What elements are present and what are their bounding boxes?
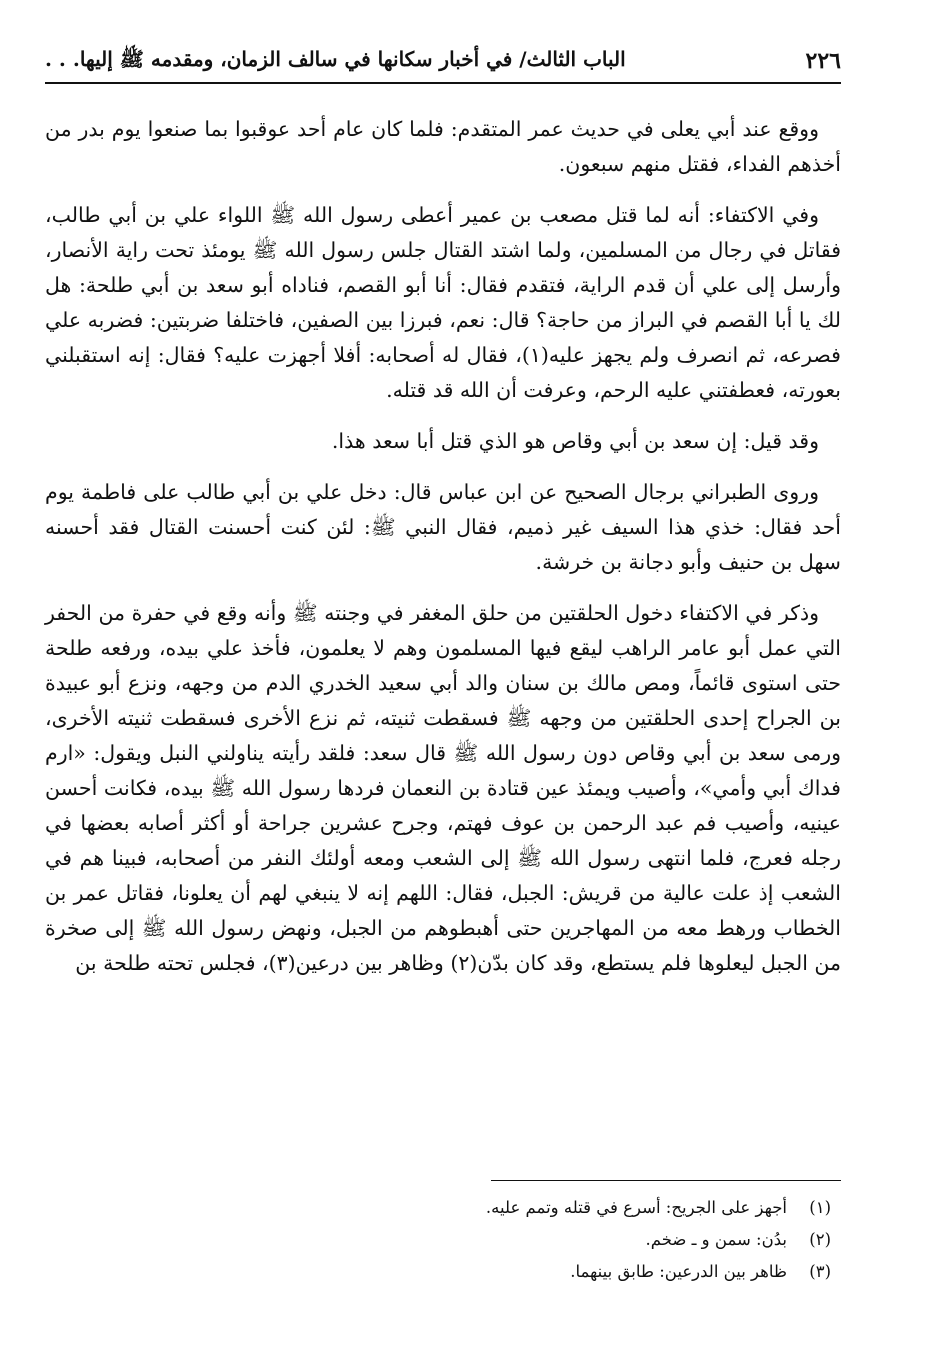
footnote-number: (٣) bbox=[809, 1262, 831, 1281]
footnote-text: بدُن: سمن و ـ ضخم. bbox=[645, 1230, 787, 1249]
paragraph: وروى الطبراني برجال الصحيح عن ابن عباس قال: دخل علي بن أبي طالب على فاطمة يوم أحد فقال: خذي هذا السيف غير ذميم، فقال النبي ﷺ: لئن كنت أحسنت القتال فقد أحسنه سهل بن حنيف وأبو دجانة بن خرشة. bbox=[45, 480, 841, 574]
footnote-text: أجهز على الجريح: أسرع في قتله وتمم عليه. bbox=[485, 1198, 787, 1217]
paragraph: وفي الاكتفاء: أنه لما قتل مصعب بن عمير أعطى رسول الله ﷺ اللواء علي بن أبي طالب، فقاتل في رجال من المسلمين، ولما اشتد القتال جلس رسول الله ﷺ يومئذ تحت راية الأنصار، وأرسل إلى علي أن قدم الراية، فتقدم فقال: أنا أبو القصم، فناداه أبو سعد بن أبي طلحة: هل لك يا أبا القصم في البراز من حاجة؟ قال: نعم، فبرزا بين الصفين، فاختلفا ضربتين: فضربه علي فصرعه، ثم انصرف ولم يجهز عليه(١)، فقال له أصحابه: أفلا أجهزت عليه؟ فقال: إنه استقبلني بعورته، فعطفتني عليه الرحم، وعرفت أن الله قد قتله. bbox=[45, 203, 841, 402]
paragraph: ووقع عند أبي يعلى في حديث عمر المتقدم: فلما كان عام أحد عوقبوا بما صنعوا يوم بدر من أخذهم الفداء، فقتل منهم سبعون. bbox=[45, 117, 841, 176]
paragraph: وقد قيل: إن سعد بن أبي وقاص هو الذي قتل أبا سعد هذا. bbox=[331, 429, 819, 453]
page-number: ٢٢٦ bbox=[805, 48, 841, 74]
footnote-divider bbox=[491, 1180, 841, 1181]
running-header bbox=[45, 40, 841, 84]
footnote-number: (٢) bbox=[809, 1230, 831, 1249]
footnote-number: (١) bbox=[809, 1198, 831, 1217]
footnote bbox=[45, 1256, 831, 1288]
main-text bbox=[45, 112, 841, 997]
running-title: الباب الثالث/ في أخبار سكانها في سالف الزمان، ومقدمه ﷺ إليها. . . bbox=[45, 46, 626, 71]
footnote bbox=[45, 1192, 831, 1224]
footnote bbox=[45, 1224, 831, 1256]
footnote-text: ظاهر بين الدرعين: طابق بينهما. bbox=[570, 1262, 787, 1281]
paragraph: وذكر في الاكتفاء دخول الحلقتين من حلق المغفر في وجنته ﷺ وأنه وقع في حفرة من الحفر التي عمل أبو عامر الراهب ليقع فيها المسلمون وهم لا يعلمون، فأخذ علي بيده، ورفعه طلحة حتى استوى قائماً، ومص مالك بن سنان والد أبي سعيد الخدري الدم من وجهه، ونزع أبو عبيدة بن الجراح إحدى الحلقتين من وجهه ﷺ فسقطت ثنيته، ثم نزع الأخرى فسقطت ثنيته الأخرى، ورمى سعد بن أبي وقاص دون رسول الله ﷺ قال سعد: فلقد رأيته يناولني النبل ويقول: «ارم فداك أبي وأمي»، وأصيب ويمئذ عين قتادة بن النعمان فردها رسول الله ﷺ بيده، فكانت أحسن عينيه، وأصيب فم عبد الرحمن بن عوف فهتم، وجرح عشرين جراحة أو أكثر أصابه بعضها في رجله فعرج، فلما انتهى رسول الله ﷺ إلى الشعب ومعه أولئك النفر من أصحابه، فبينا هم في الشعب إذ علت عالية من قريش: الجبل، فقال: اللهم إنه لا ينبغي لهم أن يعلونا، فقاتل عمر بن الخطاب ورهط معه من المهاجرين حتى أهبطوهم من الجبل، ونهض رسول الله ﷺ إلى صخرة من الجبل ليعلوها فلم يستطع، وقد كان بدّن(٢) وظاهر بين درعين(٣)، فجلس تحته طلحة بن bbox=[45, 601, 841, 975]
footnotes bbox=[45, 1192, 831, 1288]
